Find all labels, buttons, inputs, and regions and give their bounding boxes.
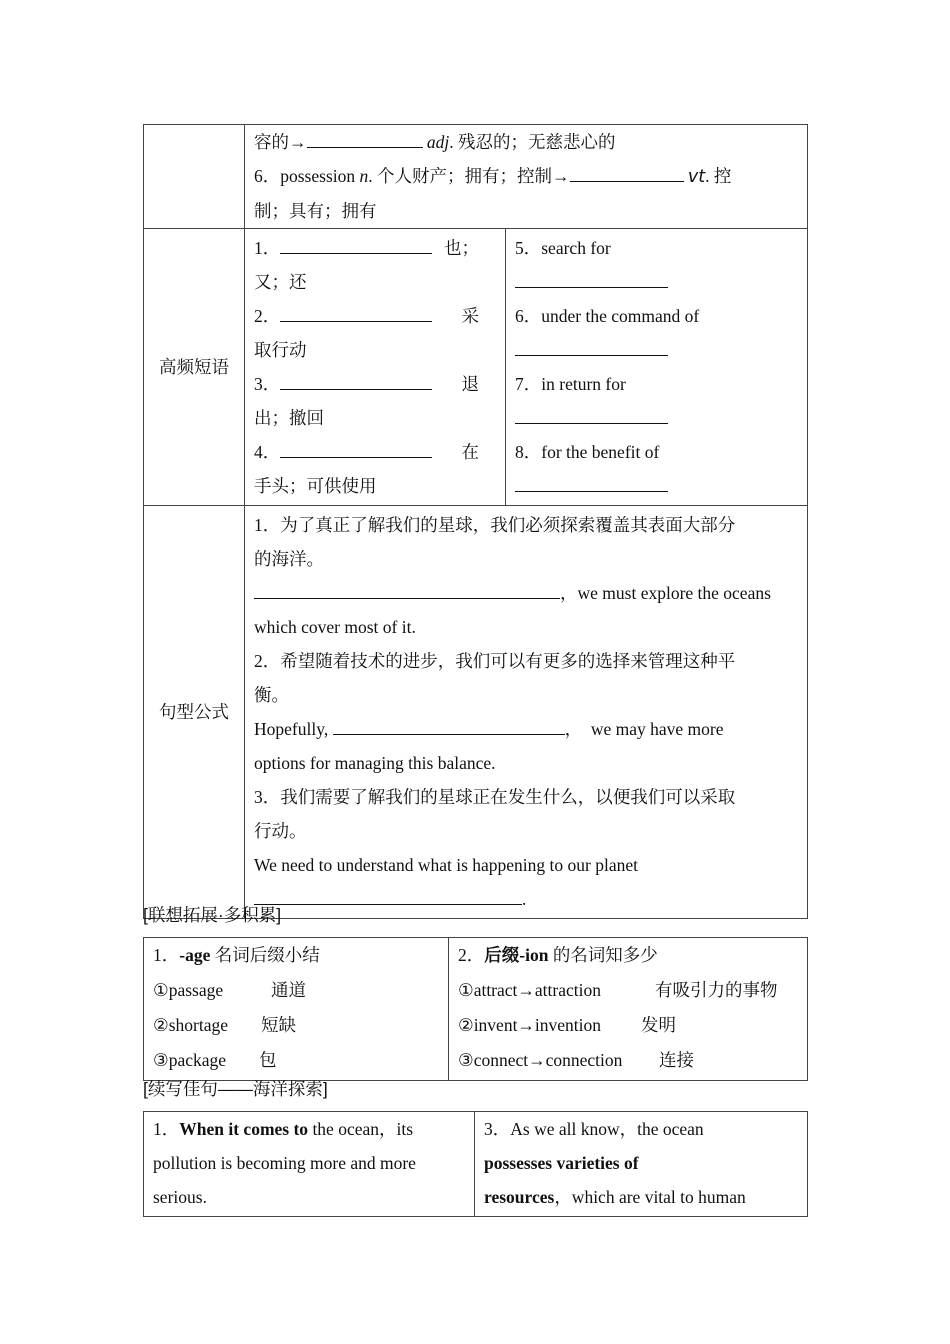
- phrase-item: 2． 采 取行动: [254, 299, 479, 367]
- answer-blank[interactable]: [333, 712, 565, 735]
- suffix-item: ②invent→invention 发明: [458, 1015, 676, 1035]
- sentence-cn: 3．我们需要了解我们的星球正在发生什么，以便我们可以采取: [254, 787, 736, 807]
- sentence-cn: 2．希望随着技术的进步，我们可以有更多的选择来管理这种平: [254, 651, 736, 671]
- vocab-category-cell: [144, 125, 245, 229]
- sentences-cell: [245, 506, 808, 919]
- good-sentence-1: 1．When it comes to the ocean，its pollution is becoming more and more serious.: [144, 1112, 475, 1217]
- suffix-item: ②shortage 短缺: [153, 1015, 296, 1035]
- phrases-left-cell: [245, 229, 506, 506]
- sentence-cn: 的海洋。: [254, 549, 324, 569]
- suffix-title: 2．后缀-ion 的名词知多少: [458, 945, 658, 965]
- answer-blank[interactable]: [307, 125, 423, 148]
- answer-blank[interactable]: [254, 882, 522, 905]
- answer-blank[interactable]: [515, 469, 668, 492]
- answer-blank[interactable]: [515, 333, 668, 356]
- phrase-item: 4． 在 手头；可供使用: [254, 435, 479, 503]
- suffix-table: [143, 937, 808, 1081]
- answer-blank[interactable]: [280, 435, 432, 458]
- sentences-category: 句型公式: [144, 506, 245, 919]
- suffix-title: 1．-age 名词后缀小结: [153, 945, 320, 965]
- phrase-item: 6．under the command of: [515, 299, 799, 367]
- vocab-line-2: 6．possession n. 个人财产；拥有；控制→ vt. 控: [254, 159, 799, 194]
- sentence-cn: 1．为了真正了解我们的星球，我们必须探索覆盖其表面大部分: [254, 515, 736, 535]
- suffix-ion-cell: [449, 938, 808, 1081]
- answer-blank[interactable]: [515, 401, 668, 424]
- suffix-item: ①passage 通道: [153, 980, 306, 1000]
- answer-blank[interactable]: [280, 367, 432, 390]
- answer-blank[interactable]: [570, 159, 684, 182]
- sentence-en: We need to understand what is happening to our planet: [254, 855, 638, 875]
- phrase-item: 3． 退 出；撤回: [254, 367, 479, 435]
- phrases-row: [144, 229, 808, 506]
- suffix-item: ③connect→connection 连接: [458, 1050, 694, 1070]
- sentences-row: [144, 506, 808, 919]
- sentence-table: [143, 1111, 808, 1217]
- answer-blank[interactable]: [280, 299, 432, 322]
- section-header-association: [联想拓展·多积累]: [143, 905, 282, 925]
- sentence-en: .: [254, 882, 799, 916]
- suffix-item: ①attract→attraction 有吸引力的事物: [458, 980, 778, 1000]
- suffix-item: ③package 包: [153, 1050, 277, 1070]
- phrases-category: 高频短语: [144, 229, 245, 506]
- phrases-right-cell: [506, 229, 808, 506]
- sentence-cn: 衡。: [254, 685, 289, 705]
- answer-blank[interactable]: [515, 265, 668, 288]
- sentence-en: options for managing this balance.: [254, 753, 496, 773]
- vocab-line-3: 制；具有；拥有: [254, 201, 377, 221]
- sentence-cn: 行动。: [254, 821, 307, 841]
- phrase-item: 1． 也； 又；还: [254, 231, 479, 299]
- answer-blank[interactable]: [254, 576, 560, 599]
- sentence-en: ，we must explore the oceans: [254, 576, 799, 610]
- good-sentence-3: 3．As we all know，the ocean possesses varieties of resources，which are vital to human: [475, 1112, 808, 1217]
- vocab-table: [143, 124, 808, 919]
- sentence-en: which cover most of it.: [254, 617, 416, 637]
- vocab-row: [144, 125, 808, 229]
- sentence-en: Hopefully, ， we may have more: [254, 712, 799, 746]
- suffix-age-cell: [144, 938, 449, 1081]
- answer-blank[interactable]: [280, 231, 432, 254]
- phrase-item: 7．in return for: [515, 367, 799, 435]
- phrase-item: 8．for the benefit of: [515, 435, 799, 503]
- vocab-content-cell: [245, 125, 808, 229]
- vocab-line-1: 容的→ adj. 残忍的；无慈悲心的: [254, 125, 799, 159]
- section-header-continuation: [续写佳句——海洋探索]: [143, 1079, 328, 1099]
- phrase-item: 5．search for: [515, 231, 799, 299]
